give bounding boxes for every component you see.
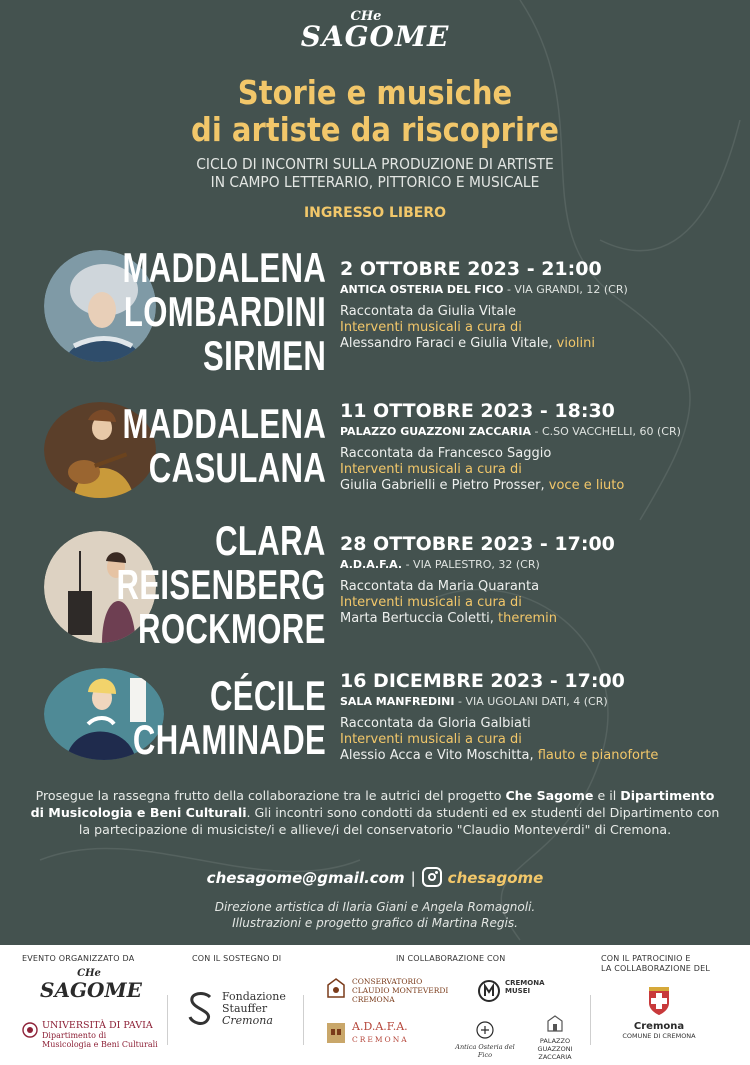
cremona-musei-logo bbox=[477, 979, 545, 995]
artist-name-line: MADDALENA bbox=[122, 400, 326, 447]
palazzo-emblem-icon bbox=[545, 1013, 565, 1033]
artist-name-line: REISENBERG bbox=[116, 561, 326, 608]
venue-name: A.D.A.F.A. bbox=[340, 558, 403, 571]
adafa-city: CREMONA bbox=[352, 1035, 409, 1044]
artist-name-line: ROCKMORE bbox=[138, 605, 326, 652]
music-label: Interventi musicali a cura di bbox=[340, 462, 522, 477]
paragraph-text: . Gli incontri sono condotti da studenti ed ex studenti del Dipartimento con la partecipazione di musiciste/i e allieve/i del conservatorio "Claudio Monteverdi" di Cremona. bbox=[78, 805, 720, 837]
performers bbox=[340, 478, 745, 494]
narrated-by: Raccontata da Maria Quaranta bbox=[340, 579, 540, 594]
artist-name-line: CLARA bbox=[215, 517, 326, 564]
artist-name bbox=[117, 519, 326, 651]
artist-name-line: LOMBARDINI bbox=[123, 288, 326, 335]
palazzo-line: GUAZZONI ZACCARIA bbox=[537, 1045, 573, 1061]
venue-address: - VIA PALESTRO, 32 (CR) bbox=[402, 558, 540, 571]
logo-che: CHe bbox=[350, 9, 382, 24]
instruments: flauto e pianoforte bbox=[537, 748, 659, 763]
credits-line-1: Direzione artistica di Ilaria Giani e Angela Romagnoli. bbox=[214, 900, 536, 914]
description-paragraph bbox=[30, 787, 720, 838]
che-sagome-logo bbox=[0, 10, 750, 51]
divider bbox=[167, 995, 168, 1045]
event-date: 28 OTTOBRE 2023 - 17:00 bbox=[340, 533, 615, 555]
venue-address: - VIA UGOLANI DATI, 4 (CR) bbox=[454, 695, 608, 708]
title-line-2: di artiste da riscoprire bbox=[191, 110, 559, 149]
adafa-logo bbox=[326, 1021, 409, 1045]
title-line-1: Storie e musiche bbox=[237, 73, 513, 112]
logo-sagome: SAGOME bbox=[40, 978, 142, 1002]
artist-name-line: CASULANA bbox=[148, 444, 326, 491]
cons-line: CLAUDIO MONTEVERDI bbox=[352, 986, 449, 995]
palazzo-line: PALAZZO bbox=[539, 1037, 571, 1045]
venue-address: - C.SO VACCHELLI, 60 (CR) bbox=[531, 425, 681, 438]
performers-names: Marta Bertuccia Coletti, bbox=[340, 611, 499, 626]
artist-name-line: CHAMINADE bbox=[132, 716, 326, 763]
stauffer-line: Fondazione bbox=[222, 990, 286, 1003]
performers bbox=[340, 336, 745, 352]
stauffer-s-icon bbox=[186, 991, 216, 1025]
performers-names: Alessio Acca e Vito Moschitta, bbox=[340, 748, 538, 763]
sponsors-footer bbox=[0, 945, 750, 1065]
event-date: 11 OTTOBRE 2023 - 18:30 bbox=[340, 400, 615, 422]
narrated-by: Raccontata da Gloria Galbiati bbox=[340, 716, 531, 731]
artist-name bbox=[122, 402, 326, 490]
instruments: violini bbox=[556, 336, 595, 351]
paragraph-bold: Che Sagome bbox=[505, 788, 594, 803]
subtitle-line-1: CICLO DI INCONTRI SULLA PRODUZIONE DI ARTISTE bbox=[196, 155, 554, 173]
comune-name: Cremona bbox=[633, 1021, 685, 1032]
stauffer-line: Cremona bbox=[222, 1014, 273, 1027]
unipv-dept: Musicologia e Beni Culturali bbox=[42, 1040, 158, 1049]
music-label: Interventi musicali a cura di bbox=[340, 732, 522, 747]
divider bbox=[590, 995, 591, 1045]
instagram-icon bbox=[422, 867, 442, 887]
music-label: Interventi musicali a cura di bbox=[340, 595, 522, 610]
divider bbox=[303, 995, 304, 1045]
stauffer-line: Stauffer bbox=[222, 1002, 268, 1015]
event-date: 2 OTTOBRE 2023 - 21:00 bbox=[340, 258, 602, 280]
comune-subtitle: COMUNE DI CREMONA bbox=[622, 1032, 696, 1040]
venue-name: PALAZZO GUAZZONI ZACCARIA bbox=[340, 425, 532, 438]
paragraph-text: e il bbox=[593, 788, 621, 803]
paragraph-bold: Dipartimento di Musicologia e Beni Culturali bbox=[30, 788, 715, 820]
instruments: voce e liuto bbox=[548, 478, 625, 493]
performers bbox=[340, 611, 745, 627]
credits-line-2: Illustrazioni e progetto grafico di Martina Regis. bbox=[232, 916, 518, 930]
cons-line: CONSERVATORIO bbox=[352, 977, 423, 986]
contact-line bbox=[0, 867, 750, 887]
patronage-label-line: CON IL PATROCINIO E bbox=[601, 954, 691, 963]
musei-line: MUSEI bbox=[505, 987, 531, 995]
conservatorio-emblem-icon bbox=[326, 977, 346, 1001]
music-label: Interventi musicali a cura di bbox=[340, 320, 522, 335]
conservatorio-logo bbox=[326, 977, 448, 1004]
logo-sagome: SAGOME bbox=[300, 20, 450, 53]
osteria-del-fico-logo bbox=[448, 1021, 522, 1059]
event-place bbox=[340, 424, 745, 440]
artist-name-line: CÉCILE bbox=[209, 672, 326, 719]
event-place bbox=[340, 557, 745, 573]
logo-che: CHe bbox=[77, 968, 101, 979]
cons-line: CREMONA bbox=[352, 995, 395, 1004]
performers-names: Alessandro Faraci e Giulia Vitale, bbox=[340, 336, 557, 351]
unipv-dept: Dipartimento di bbox=[42, 1031, 107, 1040]
free-entry-label: INGRESSO LIBERO bbox=[303, 205, 447, 221]
artist-name-line: SIRMEN bbox=[202, 332, 326, 379]
support-label: CON IL SOSTEGNO DI bbox=[192, 954, 282, 963]
organized-label: EVENTO ORGANIZZATO DA bbox=[22, 954, 135, 963]
artist-name bbox=[133, 674, 326, 762]
event-info bbox=[340, 400, 745, 494]
separator: | bbox=[410, 869, 416, 887]
page-title bbox=[45, 74, 705, 148]
palazzo-guazzoni-logo bbox=[522, 1013, 588, 1061]
email-link[interactable]: chesagome@gmail.com bbox=[206, 869, 405, 887]
performers-names: Giulia Gabrielli e Pietro Prosser, bbox=[340, 478, 549, 493]
collab-label: IN COLLABORAZIONE CON bbox=[396, 954, 506, 963]
narrated-by: Raccontata da Francesco Saggio bbox=[340, 446, 552, 461]
unipv-seal-icon bbox=[22, 1022, 38, 1038]
patronage-label bbox=[601, 954, 710, 974]
adafa-name: A.D.A.F.A. bbox=[352, 1020, 408, 1033]
event-info bbox=[340, 670, 745, 764]
paragraph-text: Prosegue la rassegna frutto della collaborazione tra le autrici del progetto bbox=[35, 788, 506, 803]
event-info bbox=[340, 258, 745, 352]
musei-line: CREMONA bbox=[505, 979, 545, 987]
instagram-handle-link[interactable]: chesagome bbox=[447, 869, 544, 887]
event-info bbox=[340, 533, 745, 627]
che-sagome-footer-logo bbox=[40, 968, 142, 1002]
osteria-emblem-icon bbox=[476, 1021, 494, 1039]
cremona-musei-icon bbox=[477, 979, 501, 1003]
instruments: theremin bbox=[498, 611, 557, 626]
unipv-logo bbox=[22, 1020, 158, 1049]
event-date: 16 DICEMBRE 2023 - 17:00 bbox=[340, 670, 625, 692]
venue-address: - VIA GRANDI, 12 (CR) bbox=[503, 283, 628, 296]
comune-di-cremona-logo bbox=[614, 983, 704, 1040]
venue-name: SALA MANFREDINI bbox=[340, 695, 455, 708]
cremona-coat-of-arms-icon bbox=[645, 983, 673, 1017]
event-place bbox=[340, 282, 745, 298]
adafa-building-icon bbox=[326, 1021, 346, 1045]
performers bbox=[340, 748, 745, 764]
fondazione-stauffer-logo bbox=[186, 991, 286, 1027]
unipv-name: UNIVERSITÀ DI PAVIA bbox=[42, 1020, 153, 1031]
event-place bbox=[340, 694, 745, 710]
artist-name-line: MADDALENA bbox=[122, 244, 326, 291]
subtitle bbox=[30, 155, 720, 191]
narrated-by: Raccontata da Giulia Vitale bbox=[340, 304, 516, 319]
venue-name: ANTICA OSTERIA DEL FICO bbox=[340, 283, 504, 296]
patronage-label-line: LA COLLABORAZIONE DEL bbox=[601, 964, 711, 973]
osteria-name: Antica Osteria del Fico bbox=[455, 1043, 515, 1059]
credits bbox=[0, 899, 750, 931]
subtitle-line-2: IN CAMPO LETTERARIO, PITTORICO E MUSICALE bbox=[210, 173, 540, 191]
artist-name bbox=[122, 246, 326, 378]
